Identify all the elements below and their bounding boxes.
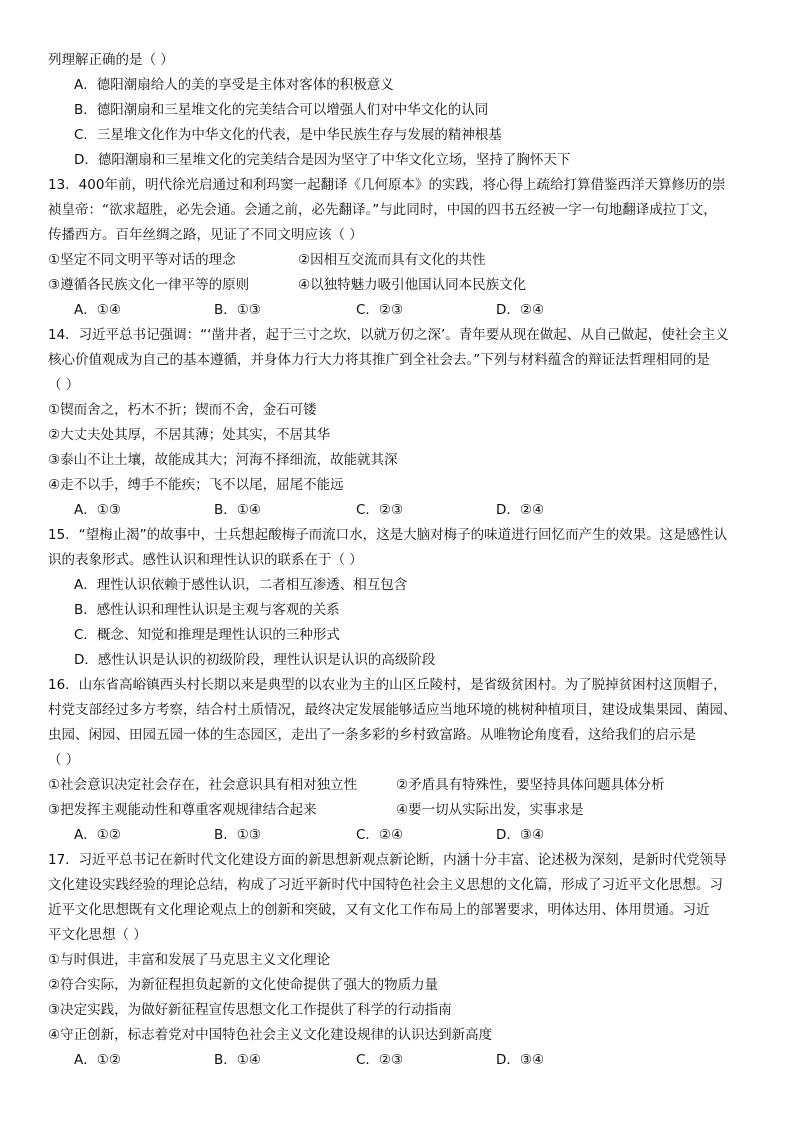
q13-items-row-1	[48, 248, 758, 273]
q17-options	[48, 1048, 758, 1073]
q14-option-c: C．②③	[356, 502, 404, 518]
q17-item-4: ④守正创新，标志着党对中国特色社会主义文化建设规律的认识达到新高度	[48, 1027, 493, 1043]
q13-item-3: ③遵循各民族文化一律平等的原则	[48, 277, 250, 293]
q13-option-d: D．②④	[496, 302, 545, 318]
q16-stem-line-3: 虫园、闲园、田园五园一体的生态园区，走出了一条多彩的乡村致富路。从唯物论角度看，这给我们的启示是	[48, 727, 696, 743]
q17-item-2: ②符合实际，为新征程担负起新的文化使命提供了强大的物质力量	[48, 977, 439, 993]
q15-option-c: C．概念、知觉和推理是理性认识的三种形式	[74, 627, 340, 643]
q15-option-d: D．感性认识是认识的初级阶段，理性认识是认识的高级阶段	[74, 652, 436, 668]
q15-option-b: B．感性认识和理性认识是主观与客观的关系	[74, 602, 340, 618]
q13-options	[48, 298, 758, 323]
q17-option-c: C．②③	[356, 1052, 404, 1068]
q16-options	[48, 823, 758, 848]
q15-option-a: A．理性认识依赖于感性认识，二者相互渗透、相互包含	[74, 577, 408, 593]
q12-option-c: C．三星堆文化作为中华文化的代表，是中华民族生存与发展的精神根基	[74, 127, 502, 143]
q16-option-a: A．①②	[74, 827, 121, 843]
q16-item-2: ②矛盾具有特殊性，要坚持具体问题具体分析	[396, 777, 665, 793]
q13-stem-line-3: 传播西方。百年丝绸之路，见证了不同文明应该（ ）	[48, 227, 363, 243]
q17-item-3: ③决定实践，为做好新征程宣传思想文化工作提供了科学的行动指南	[48, 1002, 452, 1018]
q16-stem-line-4: （ ）	[48, 752, 80, 768]
q16-option-c: C．②④	[356, 827, 404, 843]
q13-items-row-2	[48, 273, 758, 298]
q14-item-2: ②大丈夫处其厚，不居其薄；处其实，不居其华	[48, 427, 331, 443]
q13-stem-line-2: 祯皇帝：“欲求超胜，必先会通。会通之前，必先翻译。”与此同时，中国的四书五经被一字一句地翻译成拉丁文，	[48, 202, 717, 218]
q14-stem-line-3: （ ）	[48, 377, 80, 393]
q14-option-a: A．①③	[74, 502, 121, 518]
q14-stem-line-1: 14．习近平总书记强调：“‘凿井者，起于三寸之坎，以就万仞之深’。青年要从现在做起、从自己做起，使社会主义	[48, 327, 729, 343]
q14-item-4: ④走不以手，缚手不能疾；飞不以尾，屈尾不能远	[48, 477, 344, 493]
q16-option-d: D．③④	[496, 827, 545, 843]
q14-item-1: ①锲而舍之，朽木不折；锲而不舍，金石可镂	[48, 402, 317, 418]
q16-item-3: ③把发挥主观能动性和尊重客观规律结合起来	[48, 802, 317, 818]
q17-stem-line-4: 平文化思想（ ）	[48, 927, 147, 943]
q17-item-1: ①与时俱进，丰富和发展了马克思主义文化理论	[48, 952, 331, 968]
q13-stem-line-1: 13．400年前，明代徐光启通过和利玛窦一起翻译《几何原本》的实践，将心得上疏给打算借鉴西洋天算修历的崇	[48, 177, 726, 193]
q12-stem-tail: 列理解正确的是（ ）	[48, 52, 174, 68]
q17-stem-line-3: 近平文化思想既有文化理论观点上的创新和突破，又有文化工作布局上的部署要求，明体达用、体用贯通。习近	[48, 902, 710, 918]
q16-stem-line-2: 村党支部经过多方考察，结合村土质情况，最终决定发展能够适应当地环境的桃树种植项目，建设成集果园、菌园、	[48, 702, 737, 718]
q16-stem-line-1: 16．山东省高峪镇西头村长期以来是典型的以农业为主的山区丘陵村，是省级贫困村。为了脱掉贫困村这顶帽子，	[48, 677, 727, 693]
q13-item-4: ④以独特魅力吸引他国认同本民族文化	[298, 277, 527, 293]
q14-option-d: D．②④	[496, 502, 545, 518]
q14-item-3: ③泰山不让土壤，故能成其大；河海不择细流，故能就其深	[48, 452, 398, 468]
q12-option-b: B．德阳潮扇和三星堆文化的完美结合可以增强人们对中华文化的认同	[74, 102, 489, 118]
q14-options	[48, 498, 758, 523]
q16-item-1: ①社会意识决定社会存在，社会意识具有相对独立性	[48, 777, 358, 793]
q17-stem-line-2: 文化建设实践经验的理论总结，构成了习近平新时代中国特色社会主义思想的文化篇，形成了习近平文化思想。习	[48, 877, 723, 893]
q14-stem-line-2: 核心价值观成为自己的基本遵循，并身体力行大力将其推广到全社会去。”下列与材料蕴含的辩证法哲理相同的是	[48, 352, 710, 368]
q16-items-row-2	[48, 798, 758, 823]
q17-option-b: B．①④	[214, 1052, 261, 1068]
q13-item-1: ①坚定不同文明平等对话的理念	[48, 252, 236, 268]
q15-stem-line-2: 识的表象形式。感性认识和理性认识的联系在于（ ）	[48, 552, 363, 568]
q13-option-a: A．①④	[74, 302, 121, 318]
q13-item-2: ②因相互交流而具有文化的共性	[298, 252, 486, 268]
q16-items-row-1	[48, 773, 758, 798]
q12-option-a: A．德阳潮扇给人的美的享受是主体对客体的积极意义	[74, 77, 394, 93]
q17-stem-line-1: 17．习近平总书记在新时代文化建设方面的新思想新观点新论断，内涵十分丰富、论述极为深刻，是新时代党领导	[48, 852, 727, 868]
q16-item-4: ④要一切从实际出发，实事求是	[396, 802, 584, 818]
q16-option-b: B．①③	[214, 827, 261, 843]
q13-option-b: B．①③	[214, 302, 261, 318]
exam-page	[48, 48, 758, 1073]
q12-option-d: D．德阳潮扇和三星堆文化的完美结合是因为坚守了中华文化立场，坚持了胸怀天下	[74, 152, 571, 168]
q13-option-c: C．②③	[356, 302, 404, 318]
q17-option-d: D．③④	[496, 1052, 545, 1068]
q15-stem-line-1: 15．“望梅止渴”的故事中，士兵想起酸梅子而流口水，这是大脑对梅子的味道进行回忆而产生的效果。这是感性认	[48, 527, 728, 543]
q14-option-b: B．①④	[214, 502, 261, 518]
q17-option-a: A．①②	[74, 1052, 121, 1068]
